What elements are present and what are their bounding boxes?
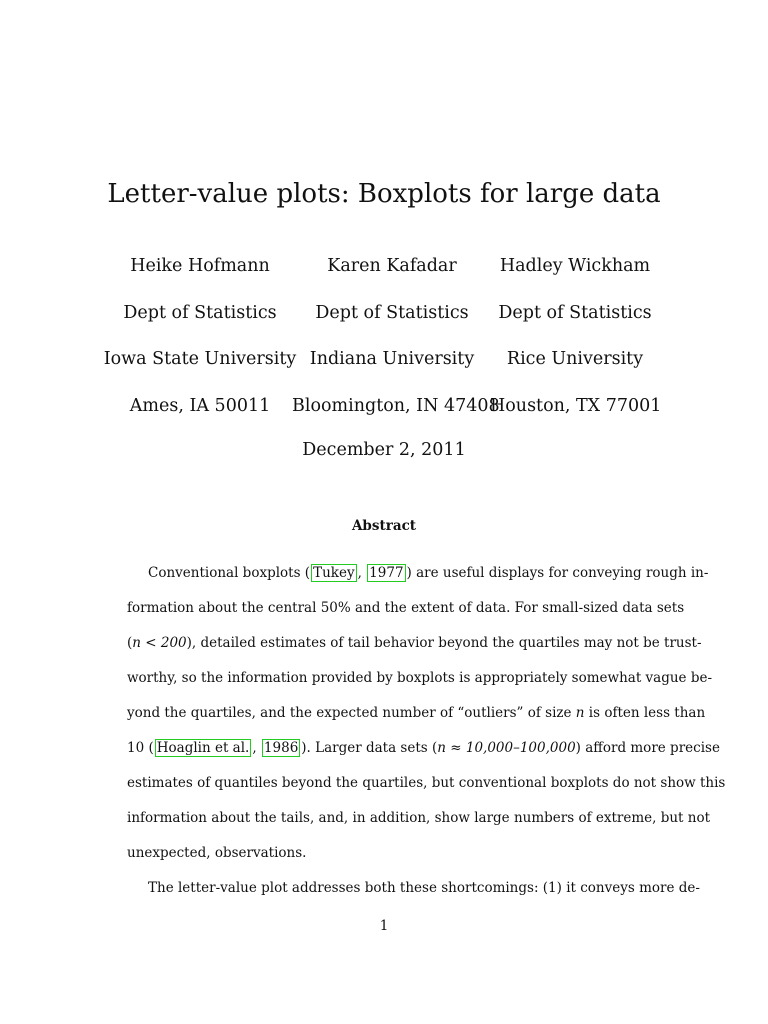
math-expression: n: [575, 705, 585, 721]
text-line: The letter-value plot addresses both these shortcomings: (1) it conveys more de-: [148, 880, 700, 896]
citation-link-1977[interactable]: 1977: [369, 565, 404, 581]
paper-date: December 2, 2011: [302, 440, 466, 460]
text-span: ,: [357, 565, 367, 581]
math-expression: n ≈ 10,000–100,000: [437, 740, 576, 756]
text-line: [127, 738, 720, 773]
abstract-heading: Abstract: [351, 518, 417, 534]
author-dept: Dept of Statistics: [315, 302, 469, 323]
text-span: ). Larger data sets (: [301, 740, 438, 756]
text-line: formation about the central 50% and the extent of data. For small-sized data sets: [127, 600, 685, 616]
author-address: Bloomington, IN 47408: [292, 395, 500, 416]
text-line: estimates of quantiles beyond the quartiles, but conventional boxplots do not show this: [127, 775, 726, 791]
text-span: Conventional boxplots (: [148, 565, 311, 581]
abstract-paragraph-1: [127, 563, 726, 878]
author-name: Karen Kafadar: [327, 256, 457, 276]
citation-link-tukey[interactable]: Tukey: [313, 565, 355, 581]
text-span: yond the quartiles, and the expected number of “outliers” of size: [127, 705, 576, 721]
author-institution: Iowa State University: [103, 349, 297, 369]
text-span: ) are useful displays for conveying rough in-: [406, 565, 709, 581]
text-line: unexpected, observations.: [127, 845, 307, 861]
text-line: worthy, so the information provided by boxplots is appropriately somewhat vague be-: [127, 670, 713, 686]
author-block-2: [292, 252, 500, 438]
author-dept: Dept of Statistics: [123, 302, 277, 323]
author-name: Hadley Wickham: [499, 256, 651, 276]
abstract-paragraph-2: [127, 878, 700, 913]
text-line: [127, 633, 702, 668]
author-dept: Dept of Statistics: [498, 302, 652, 323]
author-address: Houston, TX 77001: [490, 395, 662, 416]
text-line: information about the tails, and, in addition, show large numbers of extreme, but not: [127, 810, 711, 826]
author-block-3: [490, 252, 660, 438]
text-span: ) afford more precise: [575, 740, 720, 756]
text-span: (: [127, 635, 133, 651]
text-line: [127, 563, 709, 598]
paper-title: Letter-value plots: Boxplots for large data: [107, 179, 661, 209]
citation-link-hoaglin[interactable]: Hoaglin et al.: [156, 740, 250, 756]
author-block-1: [95, 252, 305, 438]
author-name: Heike Hofmann: [130, 256, 270, 276]
author-institution: Indiana University: [309, 349, 475, 369]
text-span: is often less than: [584, 705, 706, 721]
text-line: [127, 703, 706, 738]
page-number: 1: [379, 918, 389, 934]
text-span: 10 (: [127, 740, 154, 756]
author-institution: Rice University: [506, 349, 644, 369]
text-span: ), detailed estimates of tail behavior beyond the quartiles may not be trust-: [186, 635, 702, 651]
math-expression: n < 200: [132, 635, 187, 651]
text-span: ,: [252, 740, 261, 756]
citation-link-1986[interactable]: 1986: [263, 740, 299, 756]
author-address: Ames, IA 50011: [129, 395, 271, 416]
